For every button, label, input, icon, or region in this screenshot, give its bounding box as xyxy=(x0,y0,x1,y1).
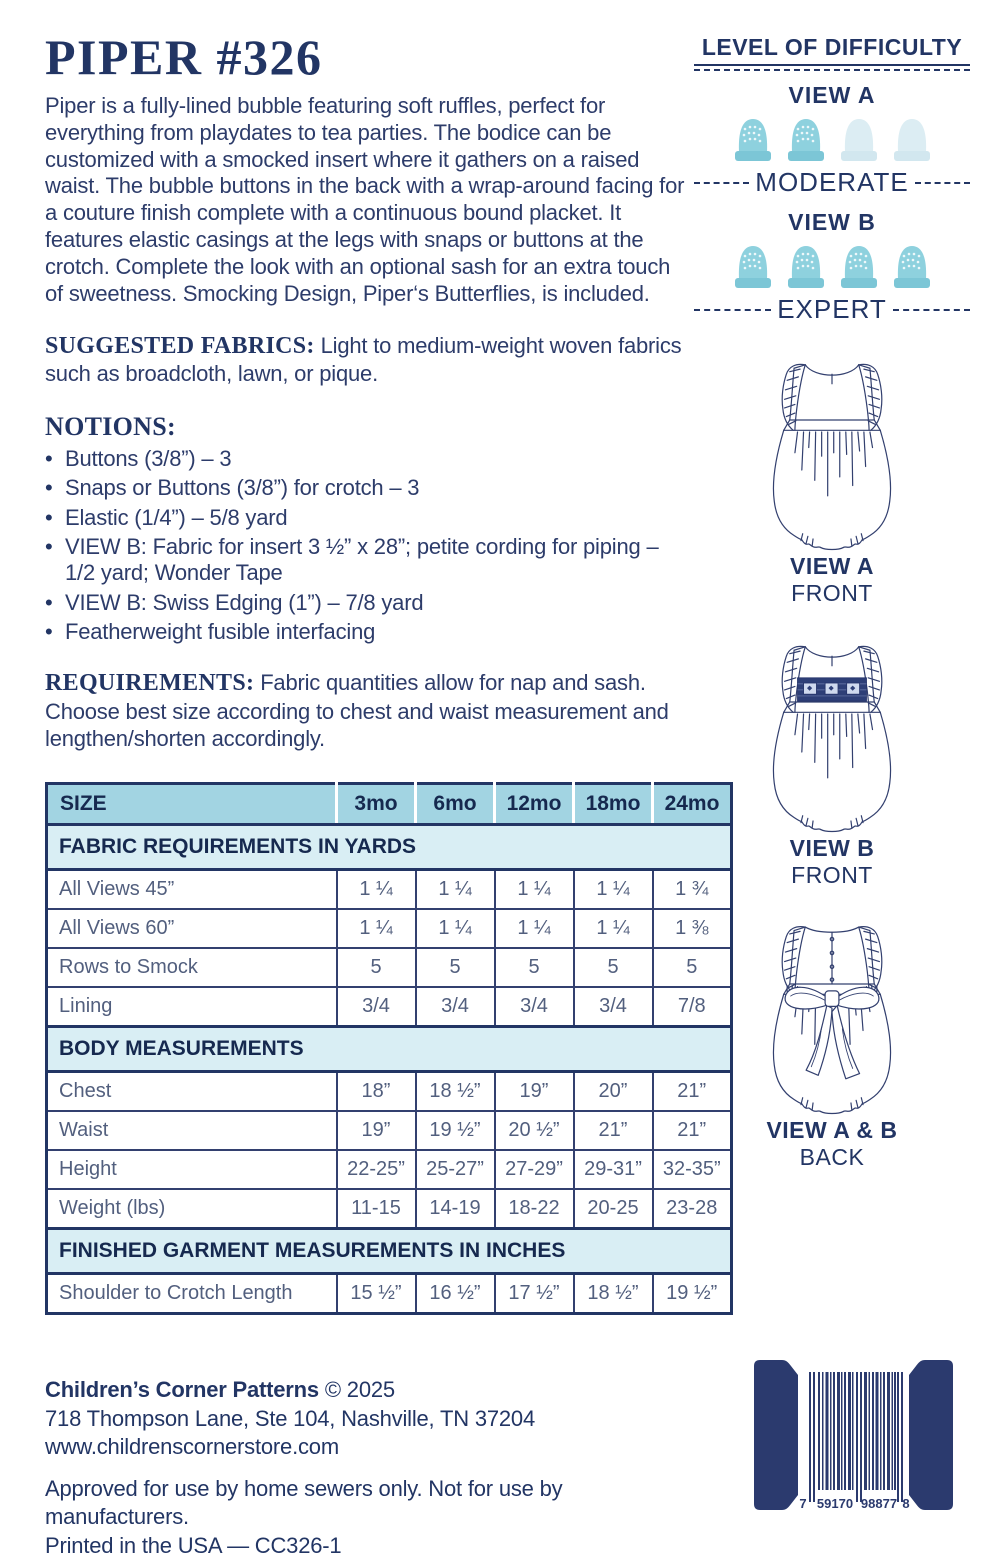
view-a-label: VIEW A xyxy=(788,82,876,108)
bullet-icon: • xyxy=(45,533,53,559)
address-line: 718 Thompson Lane, Ste 104, Nashville, TN 37204 xyxy=(45,1405,536,1431)
smocked-insert xyxy=(798,678,867,701)
suggested-fabrics-heading: SUGGESTED FABRICS: xyxy=(45,332,315,359)
suggested-fabrics-text: Light to medium-weight woven fabrics such as broadcloth, lawn, or pique. xyxy=(45,332,682,386)
table-row: Chest 18” 18 ½” 19” 20” 21” xyxy=(47,1072,732,1112)
thimble-filled-icon xyxy=(783,114,829,166)
barcode-digit: 7 xyxy=(799,1496,807,1511)
view-a-thimble-rating xyxy=(694,114,970,166)
thimble-filled-icon xyxy=(889,241,935,293)
figure-caption: FRONT xyxy=(791,580,873,606)
column-header: 6mo xyxy=(416,784,495,825)
table-row: All Views 60” 1 ¼ 1 ¼ 1 ¼ 1 ¼ 1 ⅜ xyxy=(47,909,732,948)
printed-line: Printed in the USA — CC326-1 xyxy=(45,1532,342,1556)
view-b-thimble-rating xyxy=(694,241,970,293)
view-b-front-drawing xyxy=(737,633,927,833)
website-line: www.childrenscornerstore.com xyxy=(45,1434,339,1460)
list-item: • Buttons (3/8”) – 3 xyxy=(45,445,232,471)
bullet-icon: • xyxy=(45,619,53,645)
view-ab-back-drawing xyxy=(737,915,927,1115)
copyright-year: © 2025 xyxy=(324,1377,395,1402)
view-b-level-row xyxy=(694,294,970,325)
dashed-divider xyxy=(893,309,970,311)
bullet-icon: • xyxy=(45,445,53,471)
figure-view-b-front xyxy=(694,633,970,889)
right-column xyxy=(694,34,970,1171)
list-item: • Elastic (1/4”) – 5/8 yard xyxy=(45,504,288,530)
dashed-divider xyxy=(915,182,970,184)
view-b-level: EXPERT xyxy=(777,294,887,324)
figure-caption: VIEW A xyxy=(790,553,874,579)
figure-view-ab-back xyxy=(694,915,970,1171)
table-row: Height 22-25” 25-27” 27-29” 29-31” 32-35” xyxy=(47,1150,732,1189)
brand-name: Children’s Corner Patterns xyxy=(45,1377,319,1402)
thimble-filled-icon xyxy=(836,241,882,293)
view-b-label: VIEW B xyxy=(788,209,876,235)
view-a-level: MODERATE xyxy=(755,167,909,197)
notions-list xyxy=(45,446,691,646)
column-header: 24mo xyxy=(653,784,732,825)
column-header: 18mo xyxy=(574,784,653,825)
barcode xyxy=(746,1352,961,1524)
section-header-row: FINISHED GARMENT MEASUREMENTS IN INCHES xyxy=(47,1229,732,1274)
bullet-icon: • xyxy=(45,475,53,501)
list-item: • Featherweight fusible interfacing xyxy=(45,619,376,645)
left-column xyxy=(45,29,721,1315)
table-row: All Views 45” 1 ¼ 1 ¼ 1 ¼ 1 ¼ 1 ¾ xyxy=(47,870,732,910)
description-paragraph: Piper is a fully-lined bubble featuring soft ruffles, perfect for everything from playdates to tea parties. The bodice can be customized with a smocked insert where it gathers on a raised waist. The bubble buttons in the back with a wrap-around facing for a couture finish complete with a continuous bound placket. It features elastic casings at the legs with snaps or buttons at the crotch. Complete the look with an optional sash for an extra touch of sweetness. Smocking Design, Piper‘s Butterflies, is included. xyxy=(45,93,685,306)
column-header: SIZE xyxy=(47,784,337,825)
column-header: 3mo xyxy=(337,784,416,825)
column-header: 12mo xyxy=(495,784,574,825)
requirements-paragraph xyxy=(45,669,691,752)
spool-barcode-icon xyxy=(746,1352,961,1524)
dashed-divider xyxy=(694,69,970,71)
list-item: • Snaps or Buttons (3/8”) for crotch – 3 xyxy=(45,475,420,501)
section-header-row: BODY MEASUREMENTS xyxy=(47,1027,732,1072)
barcode-digit-group: 98877 xyxy=(860,1496,898,1511)
dashed-divider xyxy=(694,309,771,311)
bullet-icon: • xyxy=(45,504,53,530)
figure-caption: BACK xyxy=(799,1144,865,1170)
list-item: • VIEW B: Swiss Edging (1”) – 7/8 yard xyxy=(45,589,424,615)
section-header-row: FABRIC REQUIREMENTS IN YARDS xyxy=(47,825,732,870)
figure-caption: VIEW A & B xyxy=(766,1117,898,1143)
figure-caption: VIEW B xyxy=(789,835,875,861)
table-row: Rows to Smock 5 5 5 5 5 xyxy=(47,948,732,987)
difficulty-heading: LEVEL OF DIFFICULTY xyxy=(694,34,970,66)
suggested-fabrics-paragraph xyxy=(45,332,691,388)
thimble-empty-icon xyxy=(889,114,935,166)
table-row: Waist 19” 19 ½” 20 ½” 21” 21” xyxy=(47,1111,732,1150)
dashed-divider xyxy=(694,182,749,184)
thimble-filled-icon xyxy=(730,241,776,293)
table-row: Weight (lbs) 11-15 14-19 18-22 20-25 23-28 xyxy=(47,1189,732,1229)
copyright-line xyxy=(45,1376,705,1405)
size-header-row xyxy=(47,784,732,825)
list-item: • VIEW B: Fabric for insert 3 ½” x 28”; petite cording for piping – 1/2 yard; Wonder Tape xyxy=(45,533,659,586)
notions-heading: NOTIONS: xyxy=(45,411,176,441)
thimble-filled-icon xyxy=(730,114,776,166)
requirements-heading: REQUIREMENTS: xyxy=(45,670,255,697)
figure-caption: FRONT xyxy=(791,862,873,888)
view-a-front-drawing xyxy=(737,351,927,551)
figure-view-a-front xyxy=(694,351,970,607)
size-table xyxy=(45,782,733,1315)
thimble-filled-icon xyxy=(783,241,829,293)
view-a-level-row xyxy=(694,167,970,198)
bullet-icon: • xyxy=(45,589,53,615)
page-title: PIPER #326 xyxy=(45,29,323,85)
approval-line: Approved for use by home sewers only. Not for use by manufacturers. xyxy=(45,1475,563,1530)
table-row: Lining 3/4 3/4 3/4 3/4 7/8 xyxy=(47,987,732,1027)
barcode-digit: 8 xyxy=(902,1496,910,1511)
barcode-digit-group: 59170 xyxy=(816,1496,854,1511)
table-row: Shoulder to Crotch Length 15 ½” 16 ½” 17 ½” 18 ½” 19 ½” xyxy=(47,1274,732,1314)
thimble-empty-icon xyxy=(836,114,882,166)
requirements-text: Fabric quantities allow for nap and sash. Choose best size according to chest and waist measurement and lengthen/shorten accordingly. xyxy=(45,670,669,751)
footer xyxy=(45,1376,705,1556)
